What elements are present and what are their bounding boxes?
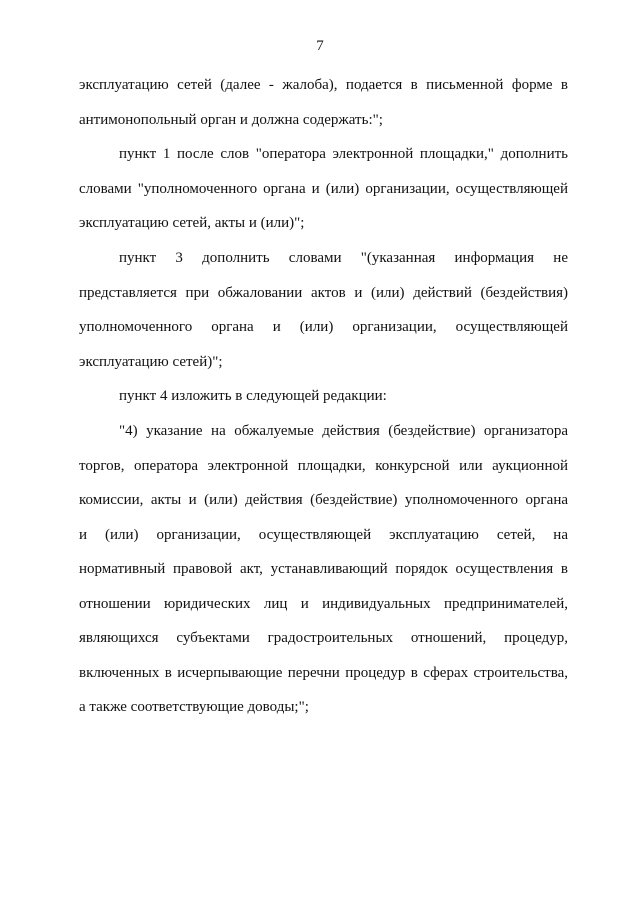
text-line: отношении юридических лиц и индивидуальных предпринимателей, [79,595,568,612]
text-line: "4) указание на обжалуемые действия (бездействие) организатора [119,423,568,439]
paragraph-4 [79,379,568,414]
text-line: пункт 3 дополнить словами "(указанная информация не [119,250,568,266]
text-line: являющихся субъектами градостроительных отношений, процедур, [79,630,568,646]
text-line: торгов, оператора электронной площадки, конкурсной или аукционной [79,457,568,474]
text-line: пункт 1 после слов "оператора электронной площадки," дополнить [119,146,568,162]
text-line: эксплуатацию сетей (далее - жалоба), подается в письменной форме в [79,77,568,93]
paragraph-2 [79,137,568,241]
paragraph-1 [79,68,568,137]
text-line: эксплуатацию сетей)"; [79,353,223,370]
text-line: уполномоченного органа и (или) организации, осуществляющей [79,319,568,335]
text-line: включенных в исчерпывающие перечни процедур в сферах строительства, [79,664,568,681]
paragraph-3 [79,241,568,379]
text-line: комиссии, акты и (или) действия (бездействие) уполномоченного органа [79,492,568,508]
text-line: представляется при обжаловании актов и (или) действий (бездействия) [79,284,568,301]
text-line: пункт 4 изложить в следующей редакции: [119,388,387,404]
paragraph-5 [79,414,568,725]
text-line: нормативный правовой акт, устанавливающий порядок осуществления в [79,561,568,577]
text-line: антимонопольный орган и должна содержать:"; [79,111,383,128]
text-line: и (или) организации, осуществляющей эксплуатацию сетей, на [79,526,568,543]
text-line: словами "уполномоченного органа и (или) организации, осуществляющей [79,180,568,197]
page-number: 7 [316,38,324,54]
text-line: а также соответствующие доводы;"; [79,699,309,715]
text-line: эксплуатацию сетей, акты и (или)"; [79,215,305,231]
